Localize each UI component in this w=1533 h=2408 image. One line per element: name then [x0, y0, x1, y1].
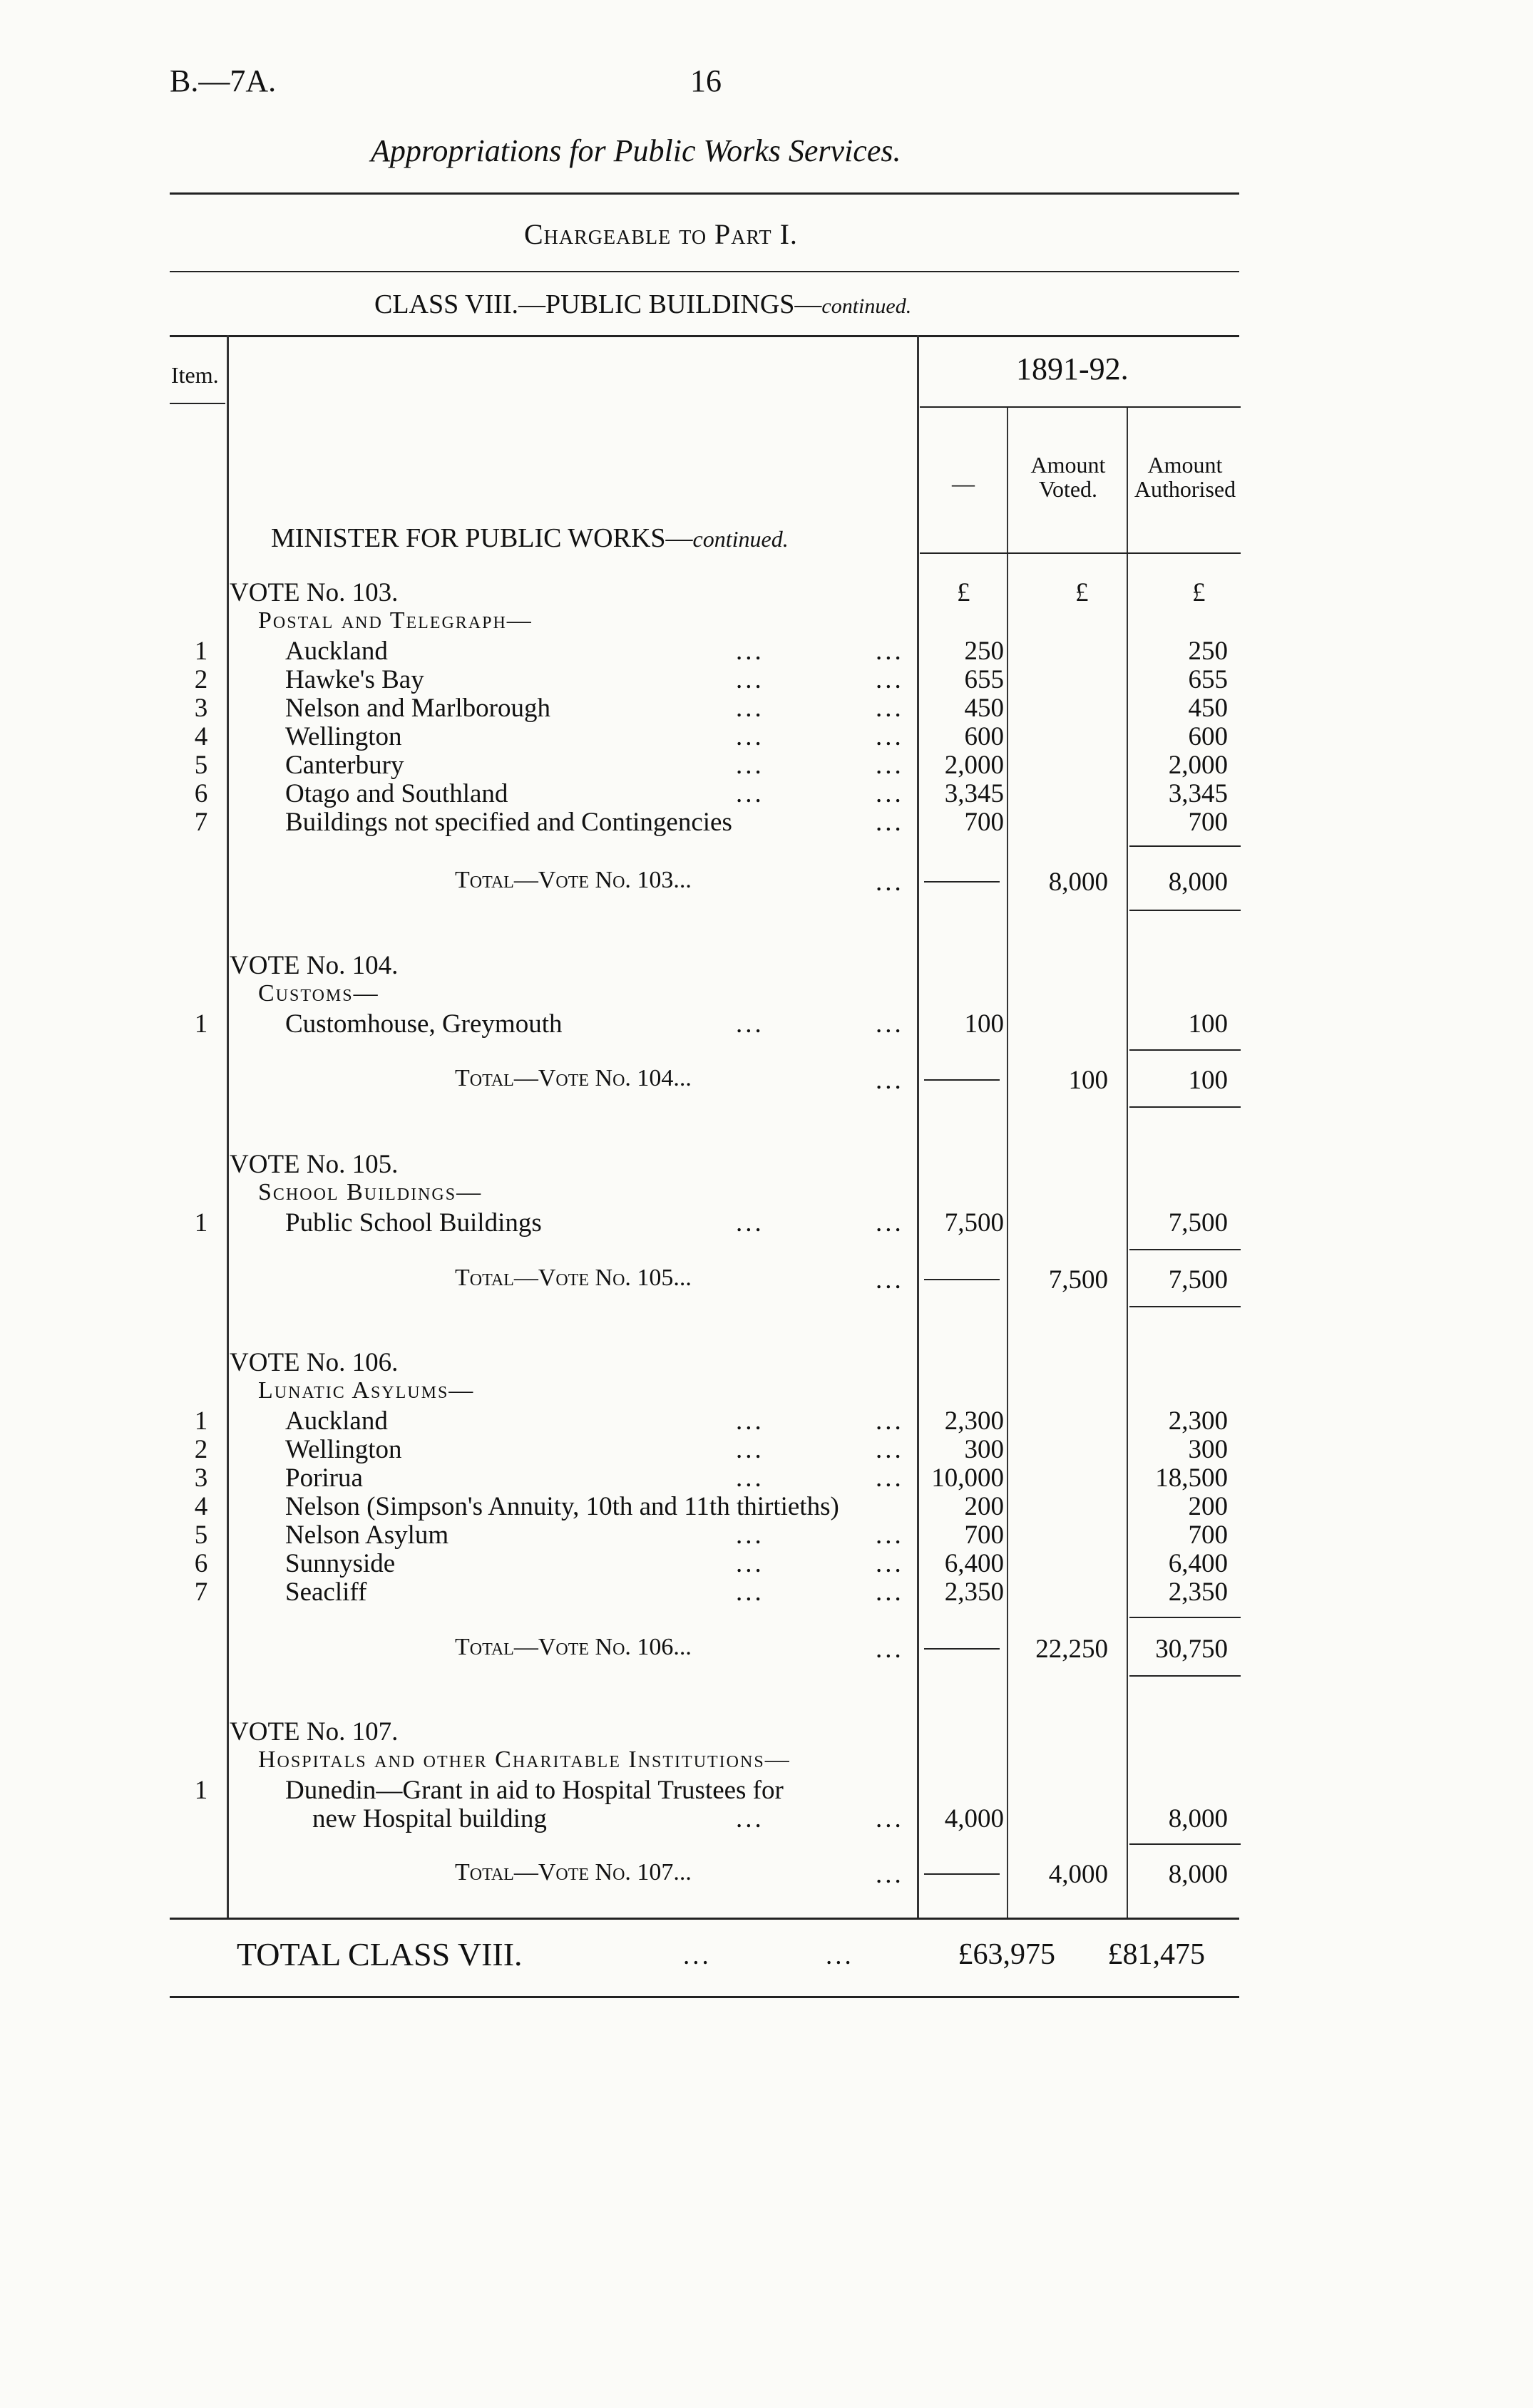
- leader-dots: ...: [736, 665, 764, 694]
- amount-cell: 200: [964, 1492, 1004, 1521]
- leader-dots: ...: [736, 722, 764, 751]
- report-reference: B.—7A.: [170, 63, 277, 98]
- item-number: 1: [194, 1009, 208, 1039]
- rule: [924, 1279, 1000, 1280]
- item-number: 5: [194, 751, 208, 780]
- leader-dots: ...: [876, 1804, 904, 1833]
- rule: [1129, 1106, 1241, 1108]
- voted-total: 7,500: [1048, 1265, 1108, 1295]
- vote-total-label: Total—Vote No. 107...: [455, 1859, 692, 1885]
- authorised-total: 30,750: [1155, 1635, 1228, 1664]
- authorised-cell: 2,350: [1168, 1578, 1228, 1607]
- item-number: 7: [194, 808, 208, 837]
- authorised-cell: 8,000: [1168, 1804, 1228, 1833]
- authorised-cell: 300: [1188, 1435, 1228, 1464]
- leader-dots: ...: [736, 1578, 764, 1607]
- vote-subtitle: Lunatic Asylums—: [258, 1377, 475, 1404]
- amount-cell: 2,300: [944, 1406, 1004, 1436]
- rule: [1129, 910, 1241, 911]
- leader-dots: ...: [736, 694, 764, 723]
- item-name: Nelson (Simpson's Annuity, 10th and 11th thirtieths): [285, 1492, 839, 1521]
- amount-cell: 300: [964, 1435, 1004, 1464]
- voted-total: 100: [1068, 1066, 1108, 1095]
- rule: [170, 335, 1239, 337]
- rule: [1129, 1617, 1241, 1618]
- vote-total-label: Total—Vote No. 103...: [455, 867, 692, 893]
- authorised-total: 8,000: [1168, 1860, 1228, 1889]
- authorised-cell: 200: [1188, 1492, 1228, 1521]
- item-column-border: [227, 335, 229, 1918]
- minister-heading: MINISTER FOR PUBLIC WORKS—continued.: [271, 523, 789, 553]
- rule: [170, 1996, 1239, 1998]
- voted-total: 4,000: [1048, 1860, 1108, 1889]
- item-number: 3: [194, 1463, 208, 1493]
- currency-symbol: £: [957, 578, 970, 607]
- rule: [924, 1079, 1000, 1081]
- item-name: Wellington: [285, 1435, 402, 1464]
- leader-dots: ...: [683, 1941, 712, 1970]
- vote-subtitle: Customs—: [258, 980, 379, 1007]
- authorised-cell: 700: [1188, 808, 1228, 837]
- item-name: Auckland: [285, 1406, 388, 1436]
- item-name: Dunedin—Grant in aid to Hospital Trustees for: [285, 1776, 784, 1805]
- amount-cell: 2,000: [944, 751, 1004, 780]
- authorised-cell: 450: [1188, 694, 1228, 723]
- amount-cell: 450: [964, 694, 1004, 723]
- amount-cell: 4,000: [944, 1804, 1004, 1833]
- rule: [170, 192, 1239, 195]
- leader-dots: ...: [876, 868, 904, 897]
- item-name: Hawke's Bay: [285, 665, 424, 694]
- column-dash-heading: —: [952, 470, 975, 496]
- amount-cell: 2,350: [944, 1578, 1004, 1607]
- leader-dots: ...: [826, 1941, 854, 1970]
- leader-dots: ...: [876, 808, 904, 837]
- page-number: 16: [690, 63, 722, 98]
- vote-title: VOTE No. 105.: [230, 1150, 399, 1179]
- leader-dots: ...: [876, 1635, 904, 1664]
- rule: [924, 881, 1000, 883]
- authorised-cell: 6,400: [1168, 1549, 1228, 1578]
- leader-dots: ...: [736, 1549, 764, 1578]
- year-heading: 1891-92.: [1016, 351, 1129, 386]
- grand-total-label: TOTAL CLASS VIII.: [237, 1936, 523, 1972]
- item-name: Customhouse, Greymouth: [285, 1009, 563, 1039]
- authorised-total: 7,500: [1168, 1265, 1228, 1295]
- amount-cell: 6,400: [944, 1549, 1004, 1578]
- authorised-total: 100: [1188, 1066, 1228, 1095]
- item-name: Public School Buildings: [285, 1208, 542, 1238]
- rule: [920, 406, 1241, 408]
- rule: [1129, 1249, 1241, 1250]
- amount-cell: 600: [964, 722, 1004, 751]
- leader-dots: ...: [876, 637, 904, 666]
- rule: [924, 1873, 1000, 1875]
- vote-subtitle: Postal and Telegraph—: [258, 607, 533, 634]
- rule: [1129, 1306, 1241, 1307]
- vote-title: VOTE No. 103.: [230, 578, 399, 607]
- leader-dots: ...: [736, 1208, 764, 1238]
- leader-dots: ...: [876, 1463, 904, 1493]
- rule: [1129, 1843, 1241, 1845]
- currency-symbol: £: [1192, 578, 1206, 607]
- leader-dots: ...: [736, 751, 764, 780]
- amount-column-border: [917, 335, 919, 1918]
- item-number: 4: [194, 1492, 208, 1521]
- amount-cell: 700: [964, 1521, 1004, 1550]
- authorised-cell: 100: [1188, 1009, 1228, 1039]
- leader-dots: ...: [736, 1406, 764, 1436]
- amount-cell: 7,500: [944, 1208, 1004, 1238]
- leader-dots: ...: [876, 1208, 904, 1238]
- leader-dots: ...: [876, 751, 904, 780]
- leader-dots: ...: [876, 779, 904, 808]
- item-name: Seacliff: [285, 1578, 367, 1607]
- leader-dots: ...: [876, 722, 904, 751]
- leader-dots: ...: [876, 665, 904, 694]
- item-number: 6: [194, 779, 208, 808]
- voted-total: 22,250: [1035, 1635, 1108, 1664]
- item-number: 2: [194, 665, 208, 694]
- item-name: Porirua: [285, 1463, 363, 1493]
- amount-voted-heading: Amount Voted.: [1030, 452, 1106, 502]
- authorised-cell: 7,500: [1168, 1208, 1228, 1238]
- item-number: 4: [194, 722, 208, 751]
- authorised-cell: 250: [1188, 637, 1228, 666]
- chargeable-heading: Chargeable to Part I.: [524, 218, 798, 250]
- authorised-cell: 3,345: [1168, 779, 1228, 808]
- leader-dots: ...: [736, 1804, 764, 1833]
- authorised-cell: 700: [1188, 1521, 1228, 1550]
- rule: [1129, 1049, 1241, 1051]
- item-number: 1: [194, 1208, 208, 1238]
- item-column-heading: Item.: [171, 362, 219, 388]
- authorised-total: 8,000: [1168, 868, 1228, 897]
- item-number: 1: [194, 1776, 208, 1805]
- item-number: 2: [194, 1435, 208, 1464]
- amount-cell: 655: [964, 665, 1004, 694]
- item-name: Nelson and Marlborough: [285, 694, 550, 723]
- item-name-continuation: new Hospital building: [312, 1804, 547, 1833]
- rule: [920, 552, 1241, 554]
- leader-dots: ...: [876, 1549, 904, 1578]
- item-name: Otago and Southland: [285, 779, 508, 808]
- page-title: Appropriations for Public Works Services.: [371, 133, 901, 168]
- leader-dots: ...: [876, 1521, 904, 1550]
- amount-cell: 3,345: [944, 779, 1004, 808]
- authorised-cell: 2,000: [1168, 751, 1228, 780]
- leader-dots: ...: [736, 1463, 764, 1493]
- vote-total-label: Total—Vote No. 106...: [455, 1634, 692, 1660]
- item-number: 1: [194, 1406, 208, 1436]
- vote-title: VOTE No. 104.: [230, 951, 399, 980]
- rule: [1129, 1675, 1241, 1677]
- amount-cell: 10,000: [931, 1463, 1004, 1493]
- item-name: Auckland: [285, 637, 388, 666]
- leader-dots: ...: [736, 779, 764, 808]
- item-number: 6: [194, 1549, 208, 1578]
- leader-dots: ...: [876, 694, 904, 723]
- leader-dots: ...: [876, 1435, 904, 1464]
- currency-symbol: £: [1075, 578, 1089, 607]
- leader-dots: ...: [876, 1066, 904, 1095]
- leader-dots: ...: [736, 637, 764, 666]
- leader-dots: ...: [876, 1265, 904, 1295]
- item-name: Buildings not specified and Contingencies: [285, 808, 732, 837]
- rule: [170, 1918, 1239, 1920]
- leader-dots: ...: [876, 1578, 904, 1607]
- voted-total: 8,000: [1048, 868, 1108, 897]
- authorised-cell: 655: [1188, 665, 1228, 694]
- rule: [924, 1648, 1000, 1650]
- vote-subtitle: Hospitals and other Charitable Institutions—: [258, 1746, 791, 1773]
- rule: [1129, 845, 1241, 847]
- leader-dots: ...: [736, 1435, 764, 1464]
- item-name: Canterbury: [285, 751, 404, 780]
- item-number: 5: [194, 1521, 208, 1550]
- rule: [170, 403, 225, 404]
- leader-dots: ...: [736, 1521, 764, 1550]
- leader-dots: ...: [876, 1406, 904, 1436]
- leader-dots: ...: [876, 1009, 904, 1039]
- vote-total-label: Total—Vote No. 105...: [455, 1265, 692, 1291]
- authorised-cell: 2,300: [1168, 1406, 1228, 1436]
- grand-total-authorised: £81,475: [1107, 1938, 1205, 1971]
- item-number: 7: [194, 1578, 208, 1607]
- authorised-cell: 600: [1188, 722, 1228, 751]
- grand-total-voted: £63,975: [958, 1938, 1055, 1971]
- amount-authorised-heading: Amount Authorised: [1134, 452, 1236, 502]
- vote-subtitle: School Buildings—: [258, 1179, 483, 1205]
- leader-dots: ...: [736, 1009, 764, 1039]
- voted-column-border: [1007, 406, 1008, 1918]
- amount-cell: 100: [964, 1009, 1004, 1039]
- item-number: 3: [194, 694, 208, 723]
- authorised-cell: 18,500: [1155, 1463, 1228, 1493]
- vote-total-label: Total—Vote No. 104...: [455, 1065, 692, 1091]
- item-name: Sunnyside: [285, 1549, 396, 1578]
- amount-cell: 250: [964, 637, 1004, 666]
- item-number: 1: [194, 637, 208, 666]
- authorised-column-border: [1127, 406, 1128, 1918]
- leader-dots: ...: [876, 1860, 904, 1889]
- amount-cell: 700: [964, 808, 1004, 837]
- class-heading: CLASS VIII.—PUBLIC BUILDINGS—continued.: [374, 289, 912, 319]
- vote-title: VOTE No. 106.: [230, 1348, 399, 1377]
- item-name: Nelson Asylum: [285, 1521, 449, 1550]
- rule: [170, 271, 1239, 272]
- item-name: Wellington: [285, 722, 402, 751]
- vote-title: VOTE No. 107.: [230, 1717, 399, 1746]
